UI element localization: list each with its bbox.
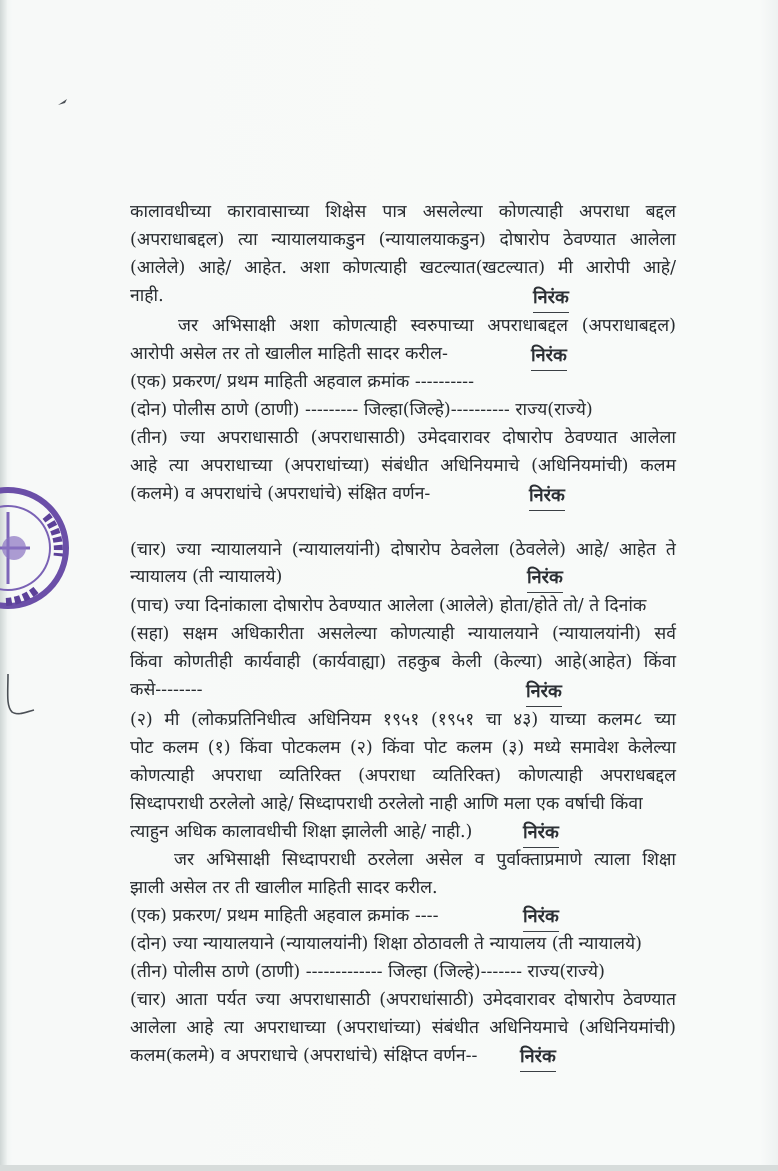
- word: केली: [451, 652, 482, 672]
- word: पोट: [130, 738, 154, 758]
- word: दोषारोप: [564, 990, 615, 1010]
- word: पुर्वाक्ताप्रमाणे: [496, 850, 583, 870]
- word: खटल्यात(खटल्यात): [419, 258, 546, 278]
- text-line: [130, 737, 676, 759]
- word: (अपराधासाठी): [310, 428, 406, 448]
- word: न्यायालयाने: [210, 540, 282, 560]
- word: तहकुब: [397, 652, 441, 672]
- margin-pen-stroke: [2, 672, 38, 722]
- word: असलेल्या: [422, 202, 483, 222]
- word: सर्व: [654, 624, 676, 644]
- word: असलेल्या: [317, 624, 377, 644]
- word: आहे/: [198, 258, 232, 278]
- word: (१९५१: [430, 710, 475, 730]
- word: ज्या: [176, 540, 202, 560]
- text-line: (दोन) पोलीस ठाणे (ठाणी) --------- जिल्हा(जिल्हे)---------- राज्य(राज्ये): [130, 400, 593, 420]
- text-line: [130, 201, 676, 223]
- text-line: [174, 849, 676, 871]
- word: (अपराधाबद्दल): [130, 230, 225, 250]
- text-line: (पाच) ज्या दिनांकाला दोषारोप ठेवण्यात आलेला (आलेले) होता/होते तो/ ते दिनांक: [130, 596, 647, 616]
- word: अधिनियमाचे: [440, 456, 520, 476]
- word: (२): [349, 738, 373, 758]
- word: (अपराधाबद्दल): [581, 316, 676, 336]
- text-line: कसे--------: [130, 680, 203, 700]
- word: त्या: [223, 1018, 244, 1038]
- word: ठेवण्यात: [563, 230, 617, 250]
- word: (ठेवलेले): [508, 540, 566, 560]
- word: अपराधासाठी: [289, 990, 371, 1010]
- word: अपराधाबद्दल: [487, 316, 568, 336]
- word: कोणत्याही: [390, 624, 455, 644]
- word: ठेवण्यात: [564, 428, 618, 448]
- nil-marker: निरंक: [523, 904, 559, 932]
- word: आलेला: [629, 428, 676, 448]
- word: अपराधाच्या: [200, 456, 273, 476]
- nil-marker: निरंक: [531, 343, 567, 371]
- text-line: [130, 1017, 676, 1039]
- word: स्वरुपाच्या: [410, 316, 474, 336]
- word: सिध्दापराधी: [281, 850, 356, 870]
- word: व: [474, 850, 485, 870]
- text-line: त्याहुन अधिक कालावधीची शिक्षा झालेली आहे/ नाही.): [130, 822, 473, 842]
- word: अपराधासाठी: [217, 428, 299, 448]
- text-line: (दोन) ज्या न्यायालयाने (न्यायालयांनी) शिक्षा ठोठावली ते न्यायालय (ती न्यायालये): [130, 934, 642, 954]
- text-line: [130, 229, 676, 251]
- word: (न्यायालयाकडुन): [378, 230, 486, 250]
- word: आहेत: [618, 540, 657, 560]
- word: अपराधा: [579, 202, 630, 222]
- word: संबंधीत: [431, 1018, 479, 1038]
- word: ठरलेला: [367, 850, 414, 870]
- word: (केल्या): [493, 652, 543, 672]
- text-line: [178, 315, 676, 337]
- word: उमेदवारावर: [417, 428, 491, 448]
- word: (न्यायालयांनी): [291, 540, 381, 560]
- word: कोणत्याही: [498, 202, 563, 222]
- word: कारावासाच्या: [227, 202, 310, 222]
- nil-marker: निरंक: [529, 483, 565, 511]
- word: दोषारोप: [390, 540, 441, 560]
- word: किंवा: [643, 652, 676, 672]
- word: कलम: [456, 738, 493, 758]
- word: पर्यत: [216, 990, 247, 1010]
- word: आलेला: [629, 230, 676, 250]
- word: कलम: [162, 738, 199, 758]
- word: अधिनियम: [307, 710, 372, 730]
- word: मी: [557, 258, 573, 278]
- word: न्यायालयाकडुन: [271, 230, 365, 250]
- word: कोणत्याही: [518, 766, 583, 786]
- word: अपराधा: [211, 766, 262, 786]
- word: उमेदवारावर: [483, 990, 556, 1010]
- text-line: [130, 455, 676, 477]
- word: जर: [178, 316, 199, 336]
- word: (१): [207, 738, 231, 758]
- word: (आलेले): [130, 258, 186, 278]
- word: शिक्षेस: [325, 202, 367, 222]
- nil-marker: निरंक: [520, 1044, 556, 1072]
- word: (अपराधांच्या): [284, 456, 370, 476]
- word: कलम८: [597, 710, 643, 730]
- word: कोणत्याही: [342, 258, 407, 278]
- word: त्याला: [594, 850, 631, 870]
- word: असेल: [425, 850, 463, 870]
- word: किंवा: [382, 738, 415, 758]
- word: सक्षम: [182, 624, 218, 644]
- word: शिक्षा: [642, 850, 676, 870]
- word: (न्यायालयांनी): [552, 624, 641, 644]
- word: कलम: [640, 456, 676, 476]
- word: (अपराधांसाठी): [379, 990, 475, 1010]
- word: आहेत.: [244, 258, 287, 278]
- page-bottom-edge: [0, 1165, 778, 1171]
- text-line: [130, 765, 676, 787]
- word: (अधिनियमांची): [531, 456, 629, 476]
- word: न्यायालयाने: [467, 624, 539, 644]
- text-line: आरोपी असेल तर तो खालील माहिती सादर करील-: [130, 344, 448, 364]
- word: (अपराधा: [358, 766, 416, 786]
- text-line: [130, 257, 676, 279]
- word: दोषारोप: [502, 428, 553, 448]
- text-line: [130, 623, 676, 645]
- word: ४३): [513, 710, 539, 730]
- word: व्यतिरिक्त): [432, 766, 502, 786]
- word: आरोपी: [585, 258, 630, 278]
- word: ज्या: [255, 990, 281, 1010]
- word: अपराधाच्या: [253, 1018, 326, 1038]
- nil-marker: निरंक: [526, 679, 562, 707]
- word: (चार): [130, 990, 167, 1010]
- word: (तीन): [130, 428, 168, 448]
- nil-marker: निरंक: [523, 820, 559, 848]
- word: केलेल्या: [628, 738, 676, 758]
- word: अधिनियमाचे: [489, 1018, 569, 1038]
- text-line: सिध्दापराधी ठरलेलो आहे/ सिध्दापराधी ठरलेलो नाही आणि मला एक वर्षाची किंवा: [130, 794, 643, 814]
- text-line: (कलमे) व अपराधांचे (अपराधांचे) संक्षित वर्णन-: [130, 484, 431, 504]
- word: (अधिनियमांची): [578, 1018, 676, 1038]
- text-line: [130, 539, 676, 561]
- nil-marker: निरंक: [527, 565, 563, 593]
- nil-marker: निरंक: [533, 285, 569, 313]
- word: मध्ये: [533, 738, 561, 758]
- word: समावेश: [570, 738, 619, 758]
- word: ज्या: [180, 428, 205, 448]
- word: संबंधीत: [381, 456, 429, 476]
- word: कोणत्याही: [332, 316, 397, 336]
- word: अशा: [289, 316, 319, 336]
- word: कोणतीही: [173, 652, 233, 672]
- word: कोणत्याही: [130, 766, 195, 786]
- word: अपराधबद्दल: [599, 766, 676, 786]
- word: आलेला: [130, 1018, 177, 1038]
- stray-ink-mark: [56, 96, 70, 108]
- word: कालावधीच्या: [130, 202, 212, 222]
- word: अभिसाक्षी: [211, 316, 276, 336]
- word: त्या: [237, 230, 258, 250]
- text-line: [130, 427, 676, 449]
- word: आहे: [130, 456, 158, 476]
- text-line: [130, 651, 676, 673]
- word: आता: [175, 990, 208, 1010]
- word: जर: [174, 850, 195, 870]
- word: कार्यवाही: [244, 652, 301, 672]
- word: (२): [130, 710, 153, 730]
- word: आहे/: [575, 540, 609, 560]
- word: (कार्यवाह्या): [311, 652, 387, 672]
- word: पोट: [423, 738, 447, 758]
- word: अधिकारीता: [230, 624, 304, 644]
- word: (अपराधांच्या): [336, 1018, 422, 1038]
- word: ठेवण्यात: [623, 990, 676, 1010]
- text-line: (एक) प्रकरण/ प्रथम माहिती अहवाल क्रमांक ----: [130, 906, 439, 926]
- word: ते: [665, 540, 676, 560]
- word: च्या: [654, 710, 676, 730]
- text-line: झाली असेल तर ती खालील माहिती सादर करील.: [130, 878, 438, 898]
- word: किंवा: [239, 738, 273, 758]
- word: याच्या: [549, 710, 587, 730]
- word: त्या: [168, 456, 189, 476]
- word: (सहा): [130, 624, 170, 644]
- word: मी: [164, 710, 180, 730]
- text-line: [130, 709, 676, 731]
- word: चा: [485, 710, 502, 730]
- word: पात्र: [382, 202, 407, 222]
- word: आहे(आहेत): [554, 652, 633, 672]
- word: अभिसाक्षी: [206, 850, 270, 870]
- word: १९५१: [382, 710, 420, 730]
- word: (३): [501, 738, 525, 758]
- text-line: [130, 989, 676, 1011]
- word: व्यतिरिक्त: [279, 766, 341, 786]
- text-line: (तीन) पोलीस ठाणे (ठाणी) ------------- जिल्हा (जिल्हे)------- राज्य(राज्ये): [130, 962, 605, 982]
- text-line: न्यायालय (ती न्यायालये): [130, 567, 283, 587]
- word: दोषारोप: [499, 230, 550, 250]
- word: आहे: [186, 1018, 214, 1038]
- text-line: (एक) प्रकरण/ प्रथम माहिती अहवाल क्रमांक ----------: [130, 372, 474, 392]
- word: (लोकप्रतिनिधीत्व: [191, 710, 297, 730]
- word: किंवा: [130, 652, 163, 672]
- text-line: कलम(कलमे) व अपराधाचे (अपराधांचे) संक्षिप्त वर्णन--: [130, 1046, 478, 1066]
- word: आहे/: [642, 258, 676, 278]
- word: बद्दल: [645, 202, 676, 222]
- word: (चार): [130, 540, 167, 560]
- word: अशा: [299, 258, 330, 278]
- official-seal-stamp: [0, 486, 70, 610]
- word: पोटकलम: [281, 738, 341, 758]
- text-line: नाही.: [130, 286, 164, 306]
- word: ठेवलेला: [450, 540, 499, 560]
